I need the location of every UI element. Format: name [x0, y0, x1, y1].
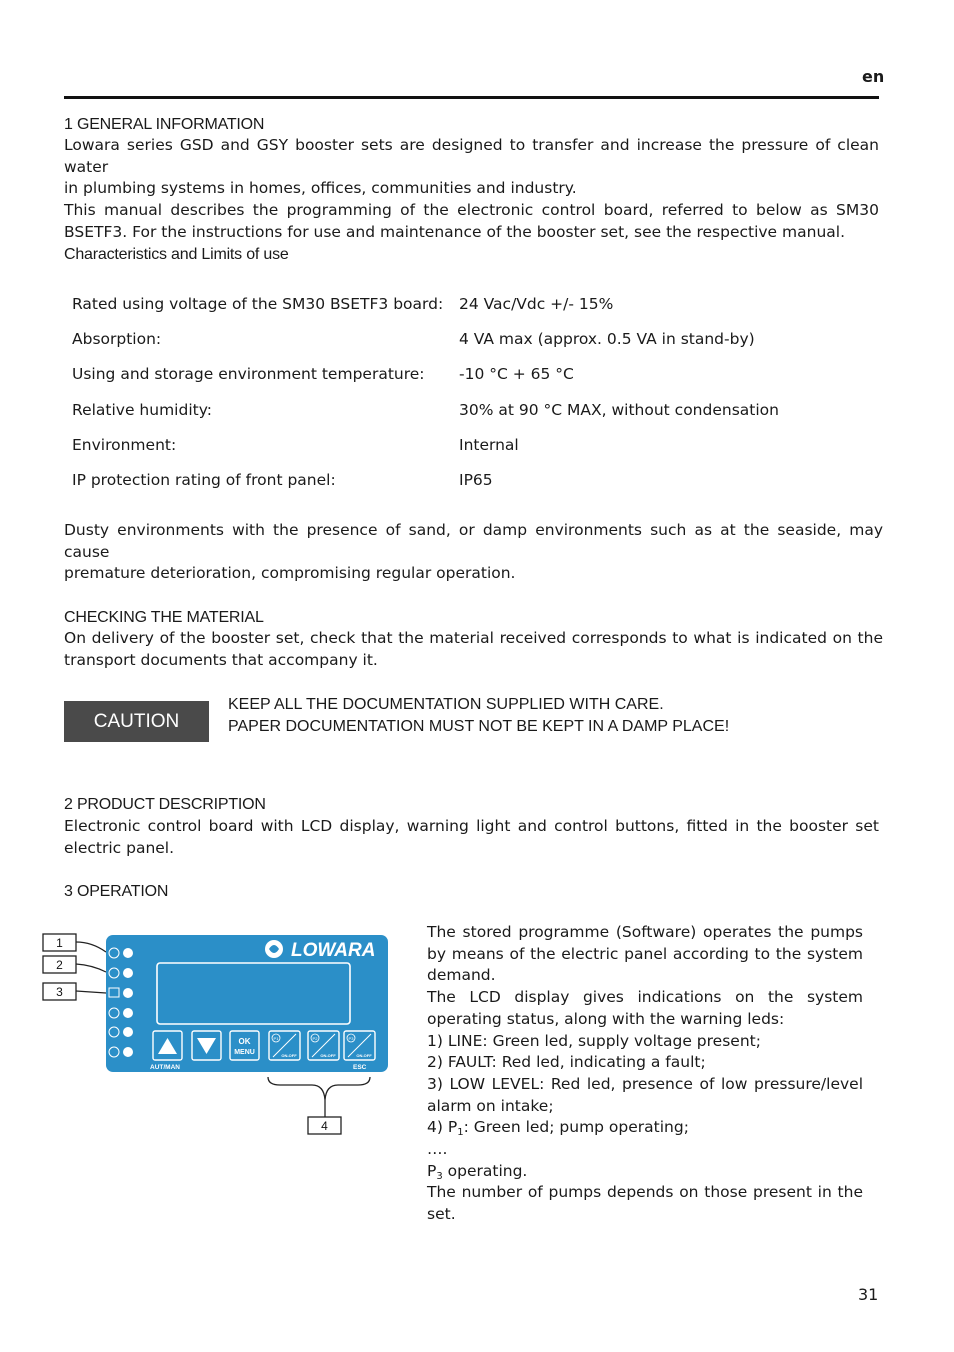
operation-line: set. [427, 1205, 456, 1224]
ok-label: OK [238, 1037, 251, 1046]
caution-message [228, 694, 729, 738]
operation-line: The LCD display gives indications on the system [427, 988, 863, 1007]
lowara-logo-icon [265, 940, 283, 958]
pump-1-onoff-button[interactable] [269, 1031, 300, 1060]
pump-3-onoff-button[interactable] [344, 1031, 375, 1060]
callout-label: 2 [56, 958, 63, 972]
spec-label: Absorption: [72, 330, 162, 349]
operation-line: 3) LOW LEVEL: Red led, presence of low pressure/level [427, 1074, 863, 1093]
section2-line: electric panel. [64, 838, 175, 857]
operation-line: operating status, along with the warning leds: [427, 1009, 785, 1028]
note-line: Dusty environments with the presence of sand, or damp environments such as at the seaside, may cause [64, 521, 883, 561]
down-arrow-button[interactable] [192, 1031, 221, 1060]
pump-2-onoff-button[interactable] [308, 1031, 339, 1060]
spec-label: Relative humidity: [72, 400, 212, 419]
p3-subscript: 3 [436, 1170, 443, 1182]
section1-line: This manual describes the programming of the electronic control board, referred to below as SM30 [64, 201, 879, 220]
caution-line: PAPER DOCUMENTATION MUST NOT BE KEPT IN A DAMP PLACE! [228, 718, 730, 735]
esc-label: ESC [353, 1064, 367, 1071]
callout-label: 1 [56, 936, 63, 950]
pump-label: P3 [348, 1036, 354, 1041]
callout-label: 3 [56, 985, 63, 999]
language-code: en [862, 67, 885, 86]
section2-body [64, 816, 879, 859]
operation-ellipsis: …. [427, 1140, 448, 1159]
spec-label: Environment: [72, 435, 177, 454]
spec-label: Rated using voltage of the SM30 BSETF3 board: [72, 295, 444, 313]
section3-title: 3 OPERATION [64, 883, 169, 900]
pump-label: P1 [273, 1036, 279, 1041]
section1-body [64, 135, 879, 244]
page-number: 31 [858, 1285, 879, 1304]
brand-logo: LOWARA [291, 940, 376, 961]
section1-line: in plumbing systems in homes, offices, communities and industry. [64, 179, 577, 198]
spec-value: 4 VA max (approx. 0.5 VA in stand-by) [459, 330, 755, 349]
operation-line-p1 [427, 1117, 863, 1139]
onoff-label: ON-OFF [356, 1053, 372, 1058]
callout-label: 4 [321, 1119, 328, 1133]
spec-value: Internal [459, 435, 519, 454]
callout-3 [43, 983, 106, 1000]
operation-line: by means of the electric panel according to the system [427, 944, 863, 963]
caution-badge: CAUTION [64, 701, 209, 742]
pump-label: P2 [312, 1036, 318, 1041]
section1-line: Lowara series GSD and GSY booster sets are designed to transfer and increase the pressure of clean water [64, 136, 879, 176]
checking-line: transport documents that accompany it. [64, 650, 378, 669]
callout-1 [43, 934, 106, 952]
menu-label: MENU [234, 1049, 255, 1056]
caution-line: KEEP ALL THE DOCUMENTATION SUPPLIED WITH CARE. [228, 696, 664, 713]
spec-value: 24 Vac/Vdc +/- 15% [459, 295, 614, 313]
operation-line: The number of pumps depends on those present in the [427, 1183, 863, 1202]
checking-body [64, 628, 883, 671]
p3-suffix: operating. [442, 1161, 528, 1180]
ok-menu-button[interactable] [230, 1031, 259, 1060]
operation-line: alarm on intake; [427, 1096, 554, 1115]
section1-title: 1 GENERAL INFORMATION [64, 116, 265, 133]
note-line: premature deterioration, compromising regular operation. [64, 564, 516, 583]
onoff-label: ON-OFF [320, 1053, 336, 1058]
lcd-display [157, 963, 350, 1024]
operation-line: demand. [427, 966, 496, 985]
p1-subscript: 1 [457, 1127, 464, 1139]
onoff-label: ON-OFF [281, 1053, 297, 1058]
spec-value: 30% at 90 °C MAX, without condensation [459, 400, 779, 419]
operation-line: The stored programme (Software) operates the pumps [427, 923, 863, 941]
spec-label: Using and storage environment temperature: [72, 365, 425, 384]
section2-title: 2 PRODUCT DESCRIPTION [64, 796, 266, 813]
up-arrow-button[interactable] [153, 1031, 182, 1060]
callout-2 [43, 956, 106, 973]
spec-value: -10 °C + 65 °C [459, 365, 574, 384]
section2-line: Electronic control board with LCD display, warning light and control buttons, fitted in the booster set [64, 817, 879, 835]
callout-4 [268, 1077, 370, 1134]
checking-title: CHECKING THE MATERIAL [64, 609, 264, 626]
operation-line: 2) FAULT: Red led, indicating a fault; [427, 1053, 706, 1072]
header-rule [64, 96, 879, 99]
autman-label: AUT/MAN [150, 1064, 180, 1071]
p1-suffix: : Green led; pump operating; [463, 1118, 689, 1137]
control-panel-figure [40, 925, 400, 1140]
spec-label: IP protection rating of front panel: [72, 470, 336, 489]
checking-line: On delivery of the booster set, check that the material received corresponds to what is indicated on the [64, 629, 883, 647]
spec-value: IP65 [459, 470, 493, 489]
section1-line: BSETF3. For the instructions for use and maintenance of the booster set, see the respective manual. [64, 222, 846, 241]
characteristics-title: Characteristics and Limits of use [64, 246, 289, 263]
operation-line: 1) LINE: Green led, supply voltage present; [427, 1031, 761, 1050]
characteristics-note [64, 520, 883, 585]
operation-description [427, 922, 863, 1226]
p3-prefix: P [427, 1161, 437, 1180]
p1-prefix: 4) P [427, 1118, 458, 1137]
operation-line-p3 [427, 1161, 863, 1183]
